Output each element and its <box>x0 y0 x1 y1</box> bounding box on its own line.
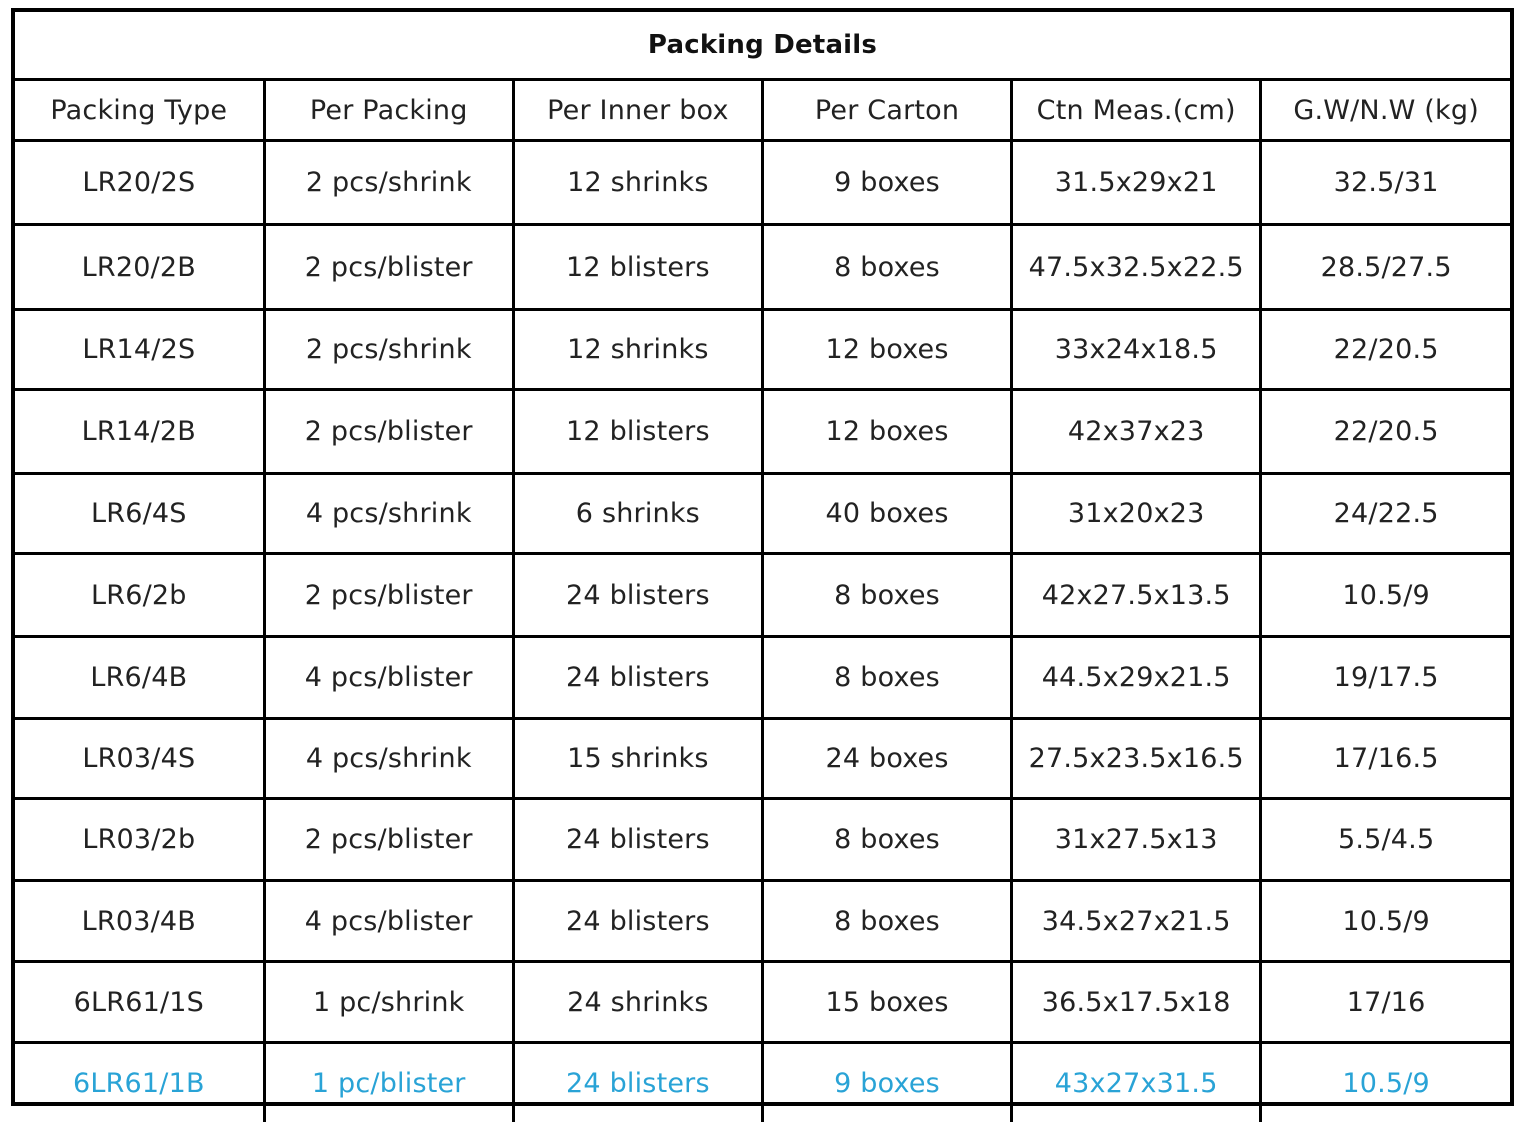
table-row <box>15 554 1510 637</box>
cell-packing-type: LR6/4S <box>15 474 264 554</box>
table-row <box>15 474 1510 554</box>
header-per-inner-box: Per Inner box <box>513 80 762 141</box>
cell-per-inner-box: 12 shrinks <box>513 310 762 390</box>
cell-per-packing: 4 pcs/blister <box>264 637 513 719</box>
table-row <box>15 881 1510 962</box>
cell-gw-nw: 24/22.5 <box>1261 474 1510 554</box>
cell-per-packing: 1 pc/shrink <box>264 962 513 1043</box>
cell-per-inner-box: 24 shrinks <box>513 962 762 1043</box>
cell-gw-nw: 10.5/9 <box>1261 554 1510 637</box>
cell-packing-type: LR20/2B <box>15 225 264 310</box>
cell-per-carton: 9 boxes <box>762 141 1011 225</box>
cell-gw-nw: 17/16.5 <box>1261 719 1510 799</box>
cell-ctn-meas: 44.5x29x21.5 <box>1012 637 1261 719</box>
cell-packing-type: LR03/2b <box>15 799 264 881</box>
cell-ctn-meas: 31x20x23 <box>1012 474 1261 554</box>
cell-ctn-meas: 27.5x23.5x16.5 <box>1012 719 1261 799</box>
table-body <box>15 141 1510 1122</box>
cell-gw-nw: 10.5/9 <box>1261 1043 1510 1122</box>
cell-per-packing: 2 pcs/shrink <box>264 310 513 390</box>
cell-per-packing: 2 pcs/blister <box>264 390 513 474</box>
header-row <box>15 80 1510 141</box>
table-row <box>15 225 1510 310</box>
cell-ctn-meas: 31.5x29x21 <box>1012 141 1261 225</box>
cell-per-packing: 2 pcs/blister <box>264 799 513 881</box>
cell-ctn-meas: 33x24x18.5 <box>1012 310 1261 390</box>
cell-ctn-meas: 34.5x27x21.5 <box>1012 881 1261 962</box>
cell-packing-type: 6LR61/1S <box>15 962 264 1043</box>
cell-per-inner-box: 12 blisters <box>513 225 762 310</box>
cell-ctn-meas: 42x37x23 <box>1012 390 1261 474</box>
header-gw-nw: G.W/N.W (kg) <box>1261 80 1510 141</box>
cell-per-inner-box: 24 blisters <box>513 637 762 719</box>
table-title: Packing Details <box>15 12 1510 80</box>
cell-per-carton: 8 boxes <box>762 881 1011 962</box>
cell-gw-nw: 28.5/27.5 <box>1261 225 1510 310</box>
cell-per-packing: 4 pcs/shrink <box>264 719 513 799</box>
cell-per-carton: 24 boxes <box>762 719 1011 799</box>
header-ctn-meas: Ctn Meas.(cm) <box>1012 80 1261 141</box>
table-row <box>15 637 1510 719</box>
cell-packing-type: LR14/2B <box>15 390 264 474</box>
cell-per-packing: 2 pcs/blister <box>264 554 513 637</box>
cell-packing-type: LR14/2S <box>15 310 264 390</box>
cell-per-carton: 12 boxes <box>762 310 1011 390</box>
header-per-carton: Per Carton <box>762 80 1011 141</box>
cell-per-packing: 4 pcs/shrink <box>264 474 513 554</box>
title-row <box>15 12 1510 80</box>
cell-ctn-meas: 31x27.5x13 <box>1012 799 1261 881</box>
cell-ctn-meas: 47.5x32.5x22.5 <box>1012 225 1261 310</box>
packing-details-table <box>11 8 1514 1106</box>
cell-gw-nw: 22/20.5 <box>1261 390 1510 474</box>
cell-per-carton: 8 boxes <box>762 225 1011 310</box>
cell-per-inner-box: 6 shrinks <box>513 474 762 554</box>
cell-packing-type: LR6/2b <box>15 554 264 637</box>
cell-per-inner-box: 12 blisters <box>513 390 762 474</box>
header-per-packing: Per Packing <box>264 80 513 141</box>
cell-packing-type: LR03/4S <box>15 719 264 799</box>
cell-ctn-meas: 42x27.5x13.5 <box>1012 554 1261 637</box>
cell-ctn-meas: 36.5x17.5x18 <box>1012 962 1261 1043</box>
header-packing-type: Packing Type <box>15 80 264 141</box>
cell-packing-type: LR6/4B <box>15 637 264 719</box>
table-row <box>15 962 1510 1043</box>
cell-gw-nw: 19/17.5 <box>1261 637 1510 719</box>
cell-per-packing: 2 pcs/shrink <box>264 141 513 225</box>
cell-per-packing: 4 pcs/blister <box>264 881 513 962</box>
cell-gw-nw: 5.5/4.5 <box>1261 799 1510 881</box>
table-row <box>15 799 1510 881</box>
cell-per-inner-box: 12 shrinks <box>513 141 762 225</box>
table-row <box>15 1043 1510 1122</box>
table-row <box>15 390 1510 474</box>
table-row <box>15 141 1510 225</box>
cell-gw-nw: 10.5/9 <box>1261 881 1510 962</box>
cell-per-inner-box: 24 blisters <box>513 1043 762 1122</box>
cell-per-inner-box: 24 blisters <box>513 799 762 881</box>
cell-gw-nw: 17/16 <box>1261 962 1510 1043</box>
cell-packing-type: LR03/4B <box>15 881 264 962</box>
table-row <box>15 719 1510 799</box>
cell-per-carton: 15 boxes <box>762 962 1011 1043</box>
cell-ctn-meas: 43x27x31.5 <box>1012 1043 1261 1122</box>
cell-per-packing: 1 pc/blister <box>264 1043 513 1122</box>
cell-per-carton: 8 boxes <box>762 637 1011 719</box>
cell-per-inner-box: 15 shrinks <box>513 719 762 799</box>
cell-gw-nw: 22/20.5 <box>1261 310 1510 390</box>
cell-per-carton: 8 boxes <box>762 799 1011 881</box>
cell-per-carton: 40 boxes <box>762 474 1011 554</box>
cell-packing-type: LR20/2S <box>15 141 264 225</box>
cell-per-inner-box: 24 blisters <box>513 881 762 962</box>
packing-table <box>15 12 1510 1122</box>
cell-per-carton: 9 boxes <box>762 1043 1011 1122</box>
cell-per-carton: 12 boxes <box>762 390 1011 474</box>
cell-packing-type: 6LR61/1B <box>15 1043 264 1122</box>
table-row <box>15 310 1510 390</box>
cell-per-inner-box: 24 blisters <box>513 554 762 637</box>
cell-per-carton: 8 boxes <box>762 554 1011 637</box>
cell-per-packing: 2 pcs/blister <box>264 225 513 310</box>
cell-gw-nw: 32.5/31 <box>1261 141 1510 225</box>
